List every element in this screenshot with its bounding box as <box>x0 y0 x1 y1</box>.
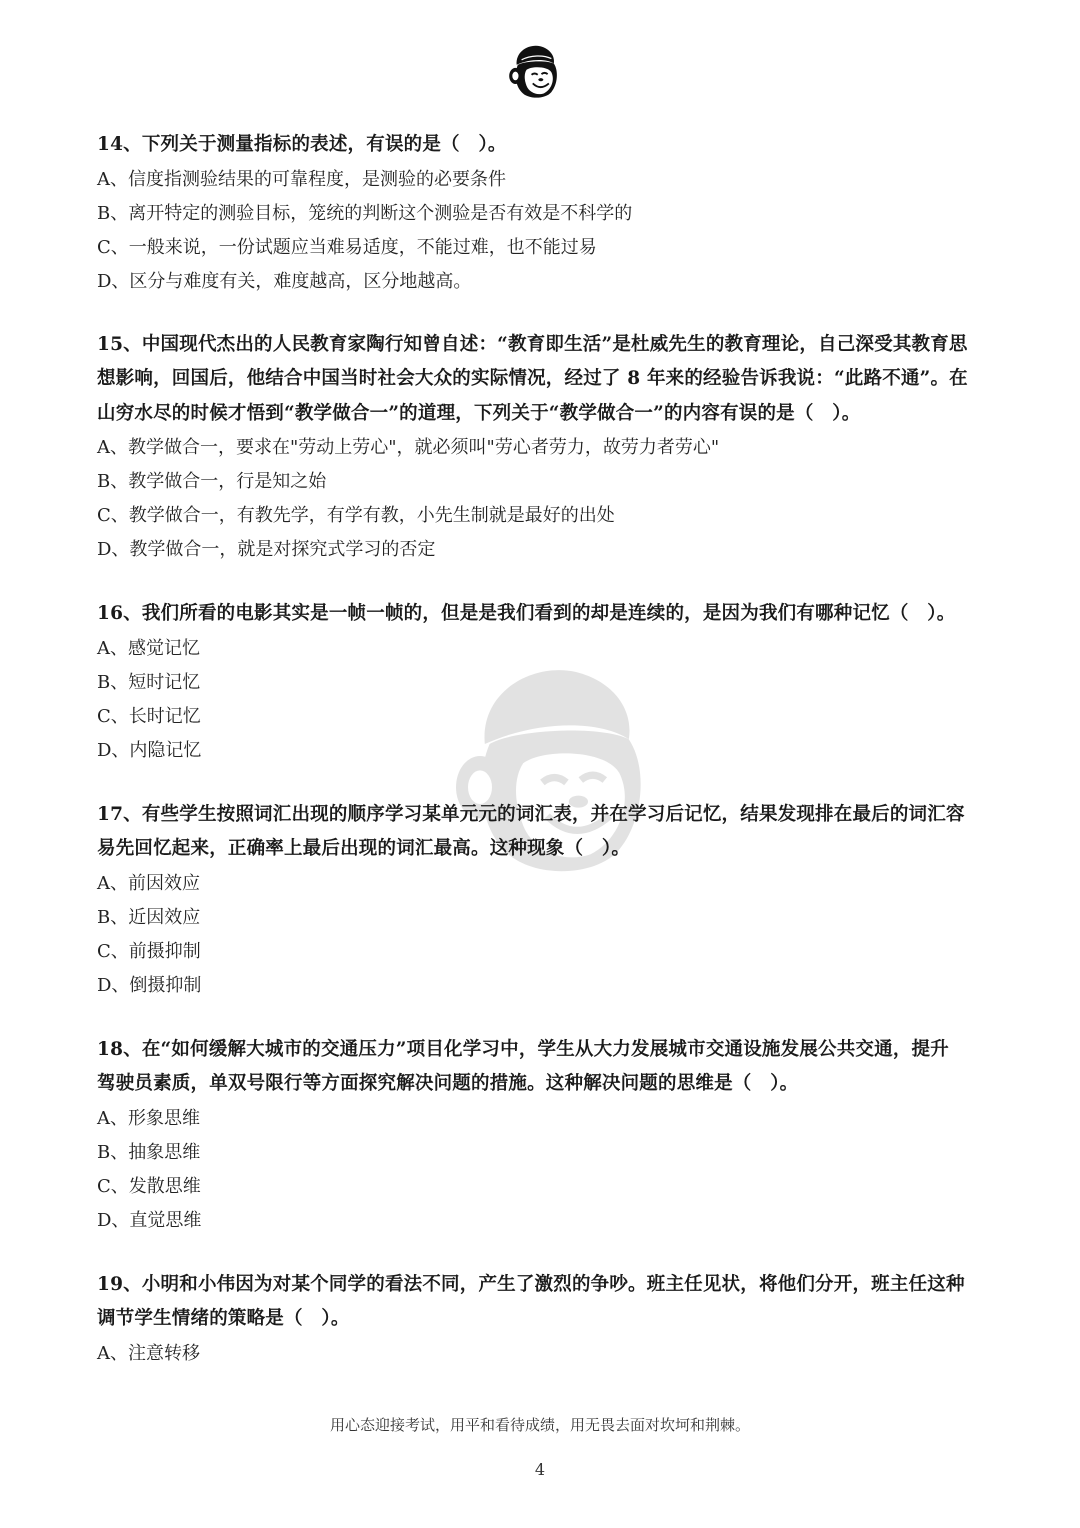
question-17 <box>97 798 987 1003</box>
option-c: C、前摄抑制 <box>97 940 201 962</box>
option-b: B、短时记忆 <box>97 671 201 693</box>
question-stem-line: 17、有些学生按照词汇出现的顺序学习某单元元的词汇表，并在学习后记忆，结果发现排在最后的词汇容 <box>97 803 965 825</box>
question-stem-line: 山穷水尽的时候才悟到“教学做合一”的道理，下列关于“教学做合一”的内容有误的是（ ）。 <box>97 402 861 424</box>
option-a: A、注意转移 <box>97 1342 200 1364</box>
question-stem: 14、下列关于测量指标的表述，有误的是（ ）。 <box>97 134 507 155</box>
option-d: D、直觉思维 <box>97 1209 202 1231</box>
option-c: C、发散思维 <box>97 1175 201 1197</box>
page-number: 4 <box>534 1460 546 1479</box>
question-14 <box>97 128 987 299</box>
option-c: C、一般来说，一份试题应当难易适度，不能过难，也不能过易 <box>97 236 597 258</box>
option-a: A、感觉记忆 <box>97 637 200 659</box>
footer-motto: 用心态迎接考试，用平和看待成绩，用无畏去面对坎坷和荆棘。 <box>329 1416 750 1434</box>
question-stem: 16、我们所看的电影其实是一帧一帧的，但是是我们看到的却是连续的，是因为我们有哪种记忆（ ）。 <box>97 603 956 624</box>
question-stem-line: 15、中国现代杰出的人民教育家陶行知曾自述：“教育即生活”是杜威先生的教育理论，自己深受其教育思 <box>97 333 968 355</box>
option-b: B、抽象思维 <box>97 1141 201 1163</box>
option-a: A、前因效应 <box>97 872 200 894</box>
option-d: D、教学做合一，就是对探究式学习的否定 <box>97 539 436 560</box>
option-b: B、教学做合一，行是知之始 <box>97 471 327 492</box>
question-stem-line: 18、在“如何缓解大城市的交通压力”项目化学习中，学生从大力发展城市交通设施发展公共交通，提升 <box>97 1038 949 1060</box>
option-d: D、区分与难度有关，难度越高，区分地越高。 <box>97 270 472 292</box>
question-18 <box>97 1033 987 1238</box>
question-stem-line: 19、小明和小伟因为对某个同学的看法不同，产生了激烈的争吵。班主任见状，将他们分开，班主任这种 <box>97 1273 965 1295</box>
question-19 <box>97 1268 987 1371</box>
question-stem-line: 驾驶员素质，单双号限行等方面探究解决问题的措施。这种解决问题的思维是（ ）。 <box>97 1073 799 1094</box>
option-c: C、教学做合一，有教先学，有学有教，小先生制就是最好的出处 <box>97 505 615 526</box>
monkey-mascot-logo-icon <box>503 40 565 102</box>
question-list <box>97 128 987 1371</box>
option-a: A、信度指测验结果的可靠程度，是测验的必要条件 <box>97 168 506 190</box>
question-stem-line: 易先回忆起来，正确率上最后出现的词汇最高。这种现象（ ）。 <box>97 838 631 859</box>
option-d: D、倒摄抑制 <box>97 974 202 996</box>
option-a: A、形象思维 <box>97 1107 200 1129</box>
option-c: C、长时记忆 <box>97 705 201 727</box>
question-16 <box>97 597 987 768</box>
question-15 <box>97 328 987 568</box>
option-b: B、近因效应 <box>97 906 201 928</box>
question-stem-line: 想影响，回国后，他结合中国当时社会大众的实际情况，经过了 8 年来的经验告诉我说：“此路不通”。在 <box>97 368 968 389</box>
question-stem-line: 调节学生情绪的策略是（ ）。 <box>97 1308 350 1329</box>
option-d: D、内隐记忆 <box>97 739 202 761</box>
option-b: B、离开特定的测验目标，笼统的判断这个测验是否有效是不科学的 <box>97 202 633 224</box>
option-a: A、教学做合一，要求在"劳动上劳心"，就必须叫"劳心者劳力，故劳力者劳心" <box>97 437 720 458</box>
